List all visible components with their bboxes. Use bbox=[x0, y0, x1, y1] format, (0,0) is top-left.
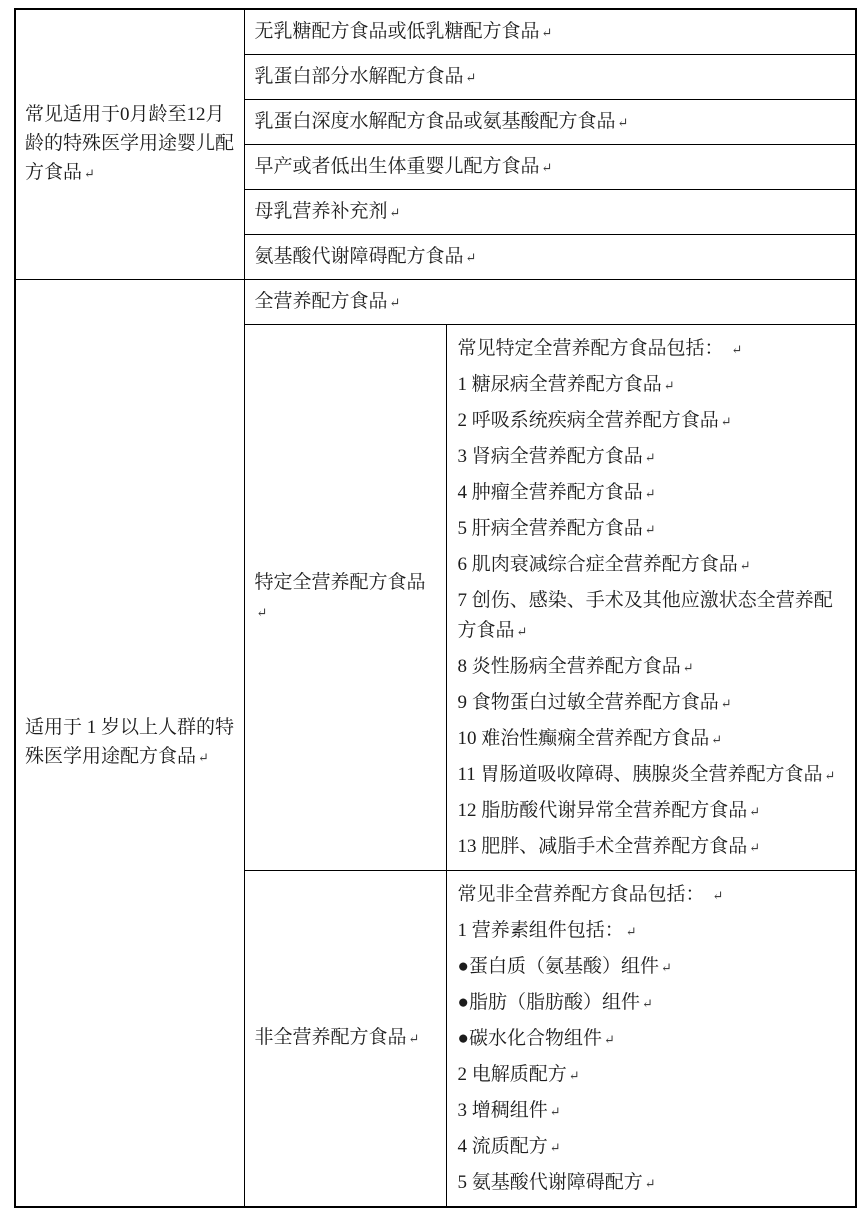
paragraph-mark: ↵ bbox=[465, 69, 477, 85]
infant-item-cell bbox=[244, 99, 856, 144]
fsmp-classification-table bbox=[14, 8, 857, 1208]
infant-item-cell bbox=[244, 144, 856, 189]
infant-item: 乳蛋白深度水解配方食品或氨基酸配方食品 bbox=[254, 110, 616, 132]
paragraph-mark: ↵ bbox=[824, 767, 836, 783]
paragraph-mark: ↵ bbox=[617, 114, 629, 130]
infant-item: 乳蛋白部分水解配方食品 bbox=[254, 65, 464, 87]
full-nutrition-cell bbox=[244, 279, 856, 324]
paragraph-mark: ↵ bbox=[198, 750, 209, 765]
infant-item: 氨基酸代谢障碍配方食品 bbox=[254, 245, 464, 267]
list-item: 2 电解质配方 ↵ bbox=[457, 1063, 580, 1085]
list-item: 9 食物蛋白过敏全营养配方食品 ↵ bbox=[457, 691, 732, 713]
paragraph-mark: ↵ bbox=[541, 24, 553, 40]
list-heading: 常见非全营养配方食品包括： ↵ bbox=[457, 883, 724, 905]
specific-full-nutrition-list-cell bbox=[446, 324, 856, 870]
paragraph-mark: ↵ bbox=[682, 659, 694, 675]
list-item: 5 氨基酸代谢障碍配方 ↵ bbox=[457, 1171, 656, 1193]
non-full-nutrition-list bbox=[458, 916, 846, 1199]
paragraph-mark: ↵ bbox=[408, 1031, 420, 1046]
list-item: 13 肥胖、减脂手术全营养配方食品 ↵ bbox=[457, 835, 761, 857]
infant-item-cell bbox=[244, 189, 856, 234]
table-row bbox=[15, 279, 856, 324]
paragraph-mark: ↵ bbox=[541, 159, 553, 175]
infant-category-label: 常见适用于0月龄至12月龄的特殊医学用途婴儿配方食品 bbox=[25, 104, 235, 184]
specific-full-nutrition-label-cell bbox=[244, 324, 446, 870]
paragraph-mark: ↵ bbox=[549, 1103, 561, 1119]
list-item: 5 肝病全营养配方食品 ↵ bbox=[457, 517, 656, 539]
paragraph-mark: ↵ bbox=[389, 294, 401, 310]
adult-category-cell bbox=[15, 279, 244, 1207]
paragraph-mark: ↵ bbox=[256, 604, 268, 620]
infant-category-cell bbox=[15, 9, 244, 279]
list-item: 12 脂肪酸代谢异常全营养配方食品 ↵ bbox=[457, 799, 761, 821]
paragraph-mark: ↵ bbox=[731, 341, 743, 357]
infant-item: 早产或者低出生体重婴儿配方食品 bbox=[254, 155, 540, 177]
infant-item-cell bbox=[244, 9, 856, 54]
paragraph-mark: ↵ bbox=[389, 204, 401, 220]
paragraph-mark: ↵ bbox=[84, 166, 95, 182]
paragraph-mark: ↵ bbox=[644, 1175, 656, 1191]
list-item: ●碳水化合物组件 ↵ bbox=[457, 1027, 615, 1049]
list-heading: 常见特定全营养配方食品包括： ↵ bbox=[457, 337, 743, 359]
infant-item-cell bbox=[244, 54, 856, 99]
list-item: 3 肾病全营养配方食品 ↵ bbox=[457, 445, 656, 467]
paragraph-mark: ↵ bbox=[644, 485, 656, 501]
paragraph-mark: ↵ bbox=[720, 413, 732, 429]
paragraph-mark: ↵ bbox=[641, 995, 653, 1011]
paragraph-mark: ↵ bbox=[720, 695, 732, 711]
paragraph-mark: ↵ bbox=[711, 731, 723, 747]
list-item: 4 流质配方 ↵ bbox=[457, 1135, 561, 1157]
list-item: 2 呼吸系统疾病全营养配方食品 ↵ bbox=[457, 409, 732, 431]
paragraph-mark: ↵ bbox=[465, 249, 477, 265]
list-item: 11 胃肠道吸收障碍、胰腺炎全营养配方食品 ↵ bbox=[457, 763, 836, 785]
non-full-nutrition-label-cell bbox=[244, 870, 446, 1207]
list-item: ●蛋白质（氨基酸）组件 ↵ bbox=[457, 955, 672, 977]
list-item: 3 增稠组件 ↵ bbox=[457, 1099, 561, 1121]
specific-full-nutrition-list bbox=[458, 370, 846, 863]
paragraph-mark: ↵ bbox=[516, 623, 528, 639]
non-full-nutrition-list-cell bbox=[446, 870, 856, 1207]
list-item: 4 肿瘤全营养配方食品 ↵ bbox=[457, 481, 656, 503]
infant-item: 无乳糖配方食品或低乳糖配方食品 bbox=[254, 20, 540, 42]
paragraph-mark: ↵ bbox=[603, 1031, 615, 1047]
paragraph-mark: ↵ bbox=[644, 449, 656, 465]
adult-category-label: 适用于 1 岁以上人群的特殊医学用途配方食品 bbox=[25, 717, 235, 767]
paragraph-mark: ↵ bbox=[660, 959, 672, 975]
specific-full-nutrition-label: 特定全营养配方食品 bbox=[254, 571, 426, 593]
paragraph-mark: ↵ bbox=[739, 557, 751, 573]
list-item: 1 糖尿病全营养配方食品 ↵ bbox=[457, 373, 675, 395]
paragraph-mark: ↵ bbox=[625, 923, 637, 939]
paragraph-mark: ↵ bbox=[549, 1139, 561, 1155]
paragraph-mark: ↵ bbox=[568, 1067, 580, 1083]
paragraph-mark: ↵ bbox=[749, 839, 761, 855]
list-item: 10 难治性癫痫全营养配方食品 ↵ bbox=[457, 727, 723, 749]
list-item: 6 肌肉衰减综合症全营养配方食品 ↵ bbox=[457, 553, 751, 575]
non-full-nutrition-label: 非全营养配方食品 bbox=[254, 1027, 407, 1048]
paragraph-mark: ↵ bbox=[749, 803, 761, 819]
infant-item: 母乳营养补充剂 bbox=[254, 200, 388, 222]
list-item: 7 创伤、感染、手术及其他应激状态全营养配方食品 ↵ bbox=[457, 589, 833, 641]
list-item: 1 营养素组件包括： ↵ bbox=[457, 919, 637, 941]
list-item: 8 炎性肠病全营养配方食品 ↵ bbox=[457, 655, 694, 677]
list-item: ●脂肪（脂肪酸）组件 ↵ bbox=[457, 991, 653, 1013]
paragraph-mark: ↵ bbox=[644, 521, 656, 537]
table-row bbox=[15, 9, 856, 54]
paragraph-mark: ↵ bbox=[712, 887, 724, 903]
full-nutrition-label: 全营养配方食品 bbox=[254, 290, 388, 312]
paragraph-mark: ↵ bbox=[663, 377, 675, 393]
infant-item-cell bbox=[244, 234, 856, 279]
